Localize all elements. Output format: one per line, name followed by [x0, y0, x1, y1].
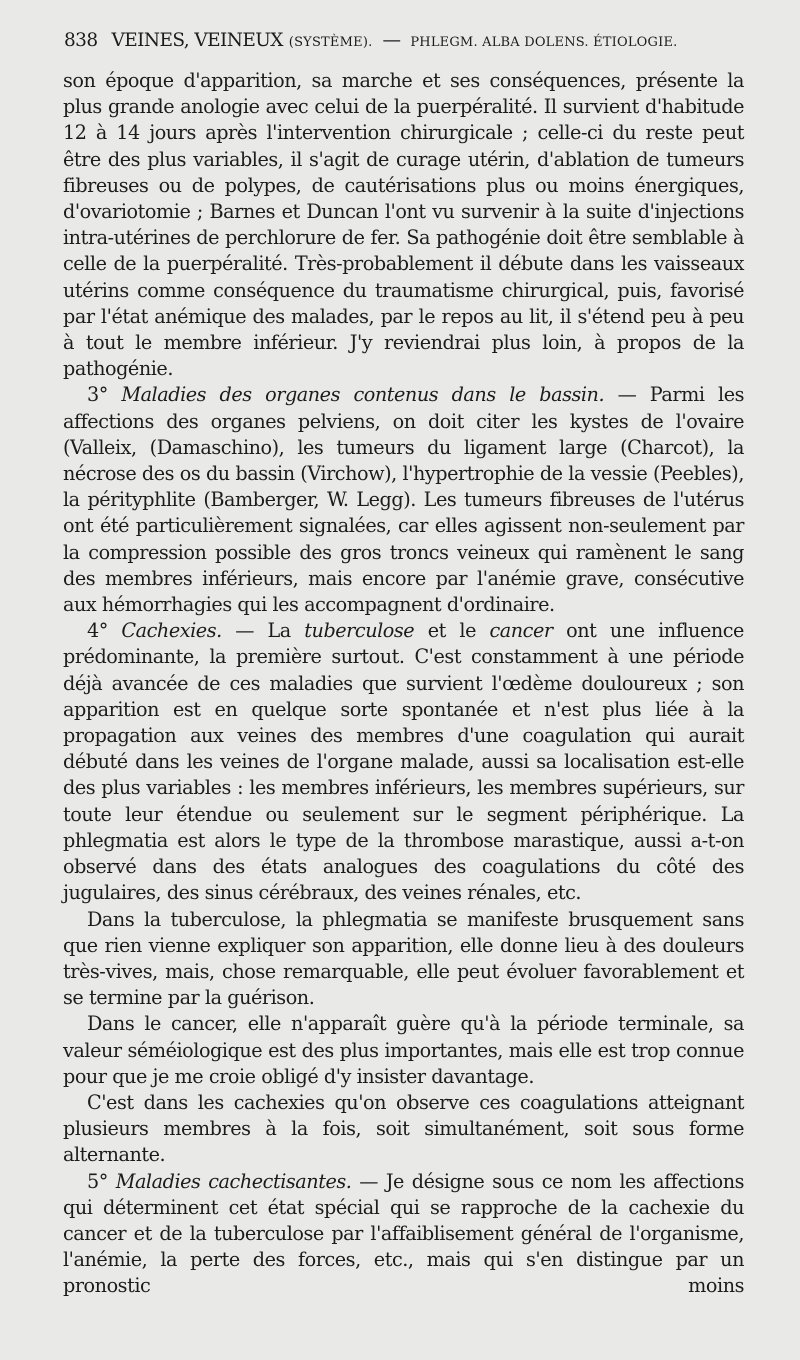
- paragraph-5: Dans le cancer, elle n'apparaît guère qu'à la période terminale, sa valeur séméiologique est des plus importantes, mais elle est trop connue pour que je me croie obligé d'y insister davantage.: [63, 1012, 744, 1088]
- paragraph-4: Dans la tuberculose, la phlegmatia se manifeste brusquement sans que rien vienne expliquer son apparition, elle donne lieu à des douleurs très-vives, mais, chose remarquable, elle peut évoluer favorablement et se termine par la guérison.: [63, 907, 744, 1010]
- section-number: 4°: [87, 619, 108, 643]
- body-text: [63, 68, 744, 1300]
- section-title: Maladies des organes contenus dans le bassin.: [121, 383, 605, 407]
- term-tuberculose: tuberculose: [304, 619, 415, 643]
- paragraph-2-text: — Parmi les affections des organes pelviens, on doit citer les kystes de l'ovaire (Valleix, (Damaschino), les tumeurs du ligament large (Charcot), la nécrose des os du bassin (Virchow), l'hypertrophie de la vessie (Peebles), la pérityphlite (Bamberger, W. Legg). Les tumeurs fibreuses de l'utérus ont été particulièrement signalées, car elles agissent non-seulement par la compression possible des gros troncs veineux qui ramènent le sang des membres inférieurs, mais encore par l'anémie grave, consécutive aux hémorrhagies qui les accompagnent d'ordinaire.: [63, 383, 744, 617]
- term-cancer: cancer: [489, 619, 553, 643]
- paragraph-3-text-c: ont une influence prédominante, la première surtout. C'est constamment à une période déjà avancée de ces maladies que survient l'œdème douloureux ; son apparition est en quelque sorte spontanée et n'est plus liée à la propagation aux veines des membres d'une coagulation qui aurait débuté dans les veines de l'organe malade, aussi sa localisation est-elle des plus variables : les membres inférieurs, les membres supérieurs, sur toute leur étendue ou seulement sur le segment périphérique. La phlegmatia est alors le type de la thrombose marastique, aussi a-t-on observé dans des états analogues des coagulations du côté des jugulaires, des sinus cérébraux, des veines rénales, etc.: [63, 619, 744, 905]
- header-section: PHLEGM. ALBA DOLENS. ÉTIOLOGIE.: [410, 35, 678, 50]
- paragraph-2: [63, 382, 744, 618]
- section-title: Maladies cachectisantes.: [115, 1169, 352, 1193]
- paragraph-3: [63, 618, 744, 906]
- paragraph-3-text-a: — La: [235, 619, 291, 643]
- header-dash: —: [382, 30, 401, 51]
- section-number: 5°: [87, 1169, 108, 1193]
- paragraph-7: [63, 1169, 744, 1300]
- paragraph-7-text: — Je désigne sous ce nom les affections qui déterminent cet état spécial qui se rapproche de la cachexie du cancer et de la tuberculose par l'affaiblisement général de l'organisme, l'anémie, la perte des forces, etc., mais qui s'en distingue par un pronostic moins: [63, 1169, 744, 1298]
- paragraph-1: son époque d'apparition, sa marche et ses conséquences, présente la plus grande anologie avec celui de la puerpéralité. Il survient d'habitude 12 à 14 jours après l'intervention chirurgicale ; celle-ci du reste peut être des plus variables, il s'agit de curage utérin, d'ablation de tumeurs fibreuses ou de polypes, de cautérisations plus ou moins énergiques, d'ovariotomie ; Barnes et Duncan l'ont vu survenir à la suite d'injections intra-utérines de perchlorure de fer. Sa pathogénie doit être semblable à celle de la puerpéralité. Très-probablement il débute dans les vaisseaux utérins comme conséquence du traumatisme chirurgical, puis, favorisé par l'état anémique des malades, par le repos au lit, il s'étend peu à peu à tout le membre inférieur. J'y reviendrai plus loin, à propos de la pathogénie.: [63, 69, 744, 381]
- paragraph-3-text-b: et le: [427, 619, 476, 643]
- header-systeme: (SYSTÈME).: [288, 35, 373, 50]
- section-title: Cachexies.: [121, 619, 222, 643]
- section-number: 3°: [87, 383, 108, 407]
- page-number: 838: [64, 30, 98, 51]
- paragraph-6: C'est dans les cachexies qu'on observe ces coagulations atteignant plusieurs membres à la fois, soit simultanément, soit sous forme alternante.: [63, 1090, 744, 1167]
- header-title: VEINES, VEINEUX: [111, 30, 283, 51]
- running-header: [64, 30, 744, 64]
